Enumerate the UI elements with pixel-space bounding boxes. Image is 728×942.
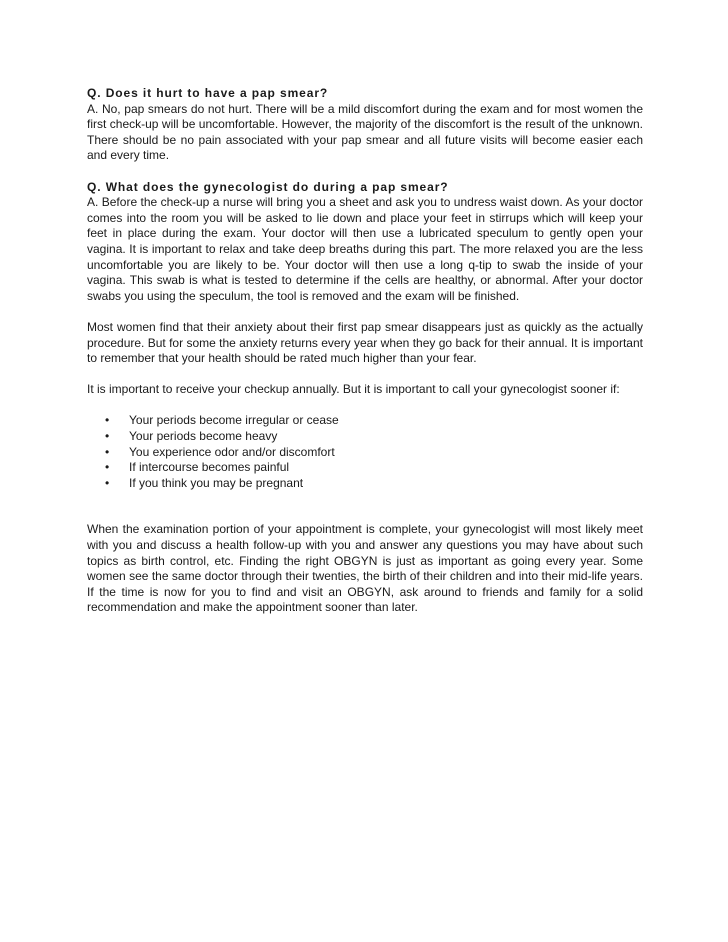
bullet-icon: • (105, 429, 110, 444)
list-item (87, 476, 643, 492)
list-item (87, 445, 643, 461)
bullet-icon: • (105, 413, 110, 428)
spacer (87, 304, 643, 320)
list-item-text: Your periods become heavy (129, 429, 278, 444)
spacer (87, 491, 643, 522)
symptom-list (87, 413, 643, 491)
list-item (87, 460, 643, 476)
spacer (87, 164, 643, 180)
checkup-paragraph: It is important to receive your checkup annually. But it is important to call your gynecologist sooner if: (87, 382, 620, 397)
spacer (87, 398, 643, 414)
spacer (87, 367, 643, 383)
list-item (87, 413, 643, 429)
list-item-text: Your periods become irregular or cease (129, 413, 339, 428)
bullet-icon: • (105, 475, 110, 490)
answer-paragraph: A. No, pap smears do not hurt. There will be a mild discomfort during the exam and for most women the first check-up will be uncomfortable. However, the majority of the discomfort is the result of the unknown. There should be no pain associated with your pap smear and all future visits will become easier each and every time. (87, 101, 643, 163)
document-page (87, 86, 643, 616)
closing-paragraph: When the examination portion of your appointment is complete, your gynecologist will most likely meet with you and discuss a health follow-up with you and answer any questions you may have about such topics as birth control, etc. Finding the right OBGYN is just as important as going every year. Some women see the same doctor through their twenties, the birth of their children and into their mid-life years. If the time is now for you to find and visit an OBGYN, ask around to friends and family for a solid recommendation and make the appointment sooner than later. (87, 522, 643, 615)
answer-paragraph: A. Before the check-up a nurse will bring you a sheet and ask you to undress waist down. As your doctor comes into the room you will be asked to lie down and place your feet in stirrups which will keep your feet in place during the exam. Your doctor will then use a lubricated speculum to gently open your vagina. It is important to relax and take deep breaths during this part. The more relaxed you are the less uncomfortable you are likely to be. Your doctor will then use a long q-tip to swab the inside of your vagina. This swab is what is tested to determine if the cells are healthy, or abnormal. After your doctor swabs you using the speculum, the tool is removed and the exam will be finished. (87, 195, 643, 303)
question-heading: Q. What does the gynecologist do during a pap smear? (87, 179, 449, 194)
list-item (87, 429, 643, 445)
list-item-text: If you think you may be pregnant (129, 475, 304, 490)
anxiety-paragraph: Most women find that their anxiety about their first pap smear disappears just as quickly as the actually procedure. But for some the anxiety returns every year when they go back for their annual. It is important to remember that your health should be rated much higher than your fear. (87, 319, 643, 366)
bullet-icon: • (105, 444, 110, 459)
list-item-text: If intercourse becomes painful (129, 460, 290, 475)
question-heading: Q. Does it hurt to have a pap smear? (87, 86, 329, 100)
list-item-text: You experience odor and/or discomfort (129, 444, 335, 459)
bullet-icon: • (105, 460, 110, 475)
